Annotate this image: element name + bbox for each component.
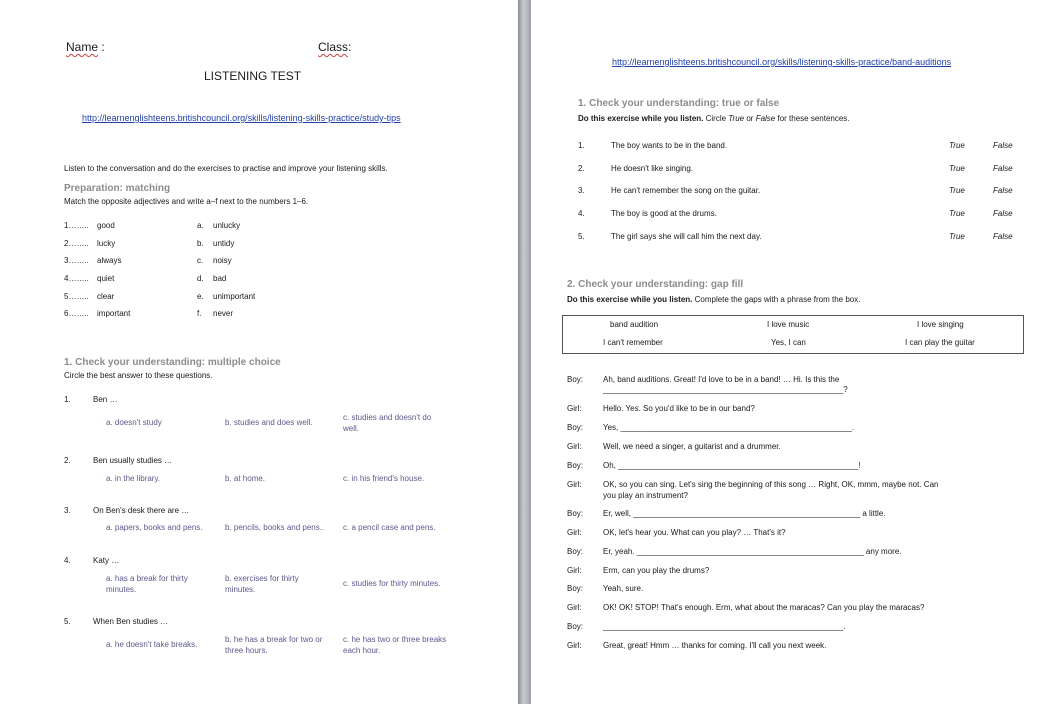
speaker-label: Girl: bbox=[567, 641, 582, 650]
question-text: Katy … bbox=[93, 556, 120, 565]
speaker-label: Boy: bbox=[567, 423, 584, 432]
question-text: When Ben studies … bbox=[93, 617, 169, 626]
dialogue-line[interactable]: Oh, ______________________________________________________! bbox=[603, 461, 861, 470]
study-tips-link[interactable]: http://learnenglishteens.britishcouncil.org/skills/listening-skills-practice/study-tips bbox=[82, 113, 401, 123]
question-text: Ben usually studies … bbox=[93, 456, 173, 465]
matching-opposite: bad bbox=[213, 274, 227, 283]
speaker-label: Girl: bbox=[567, 442, 582, 451]
answer-option[interactable]: a. doesn't study bbox=[106, 418, 162, 427]
gap-fill-heading: 2. Check your understanding: gap fill bbox=[567, 279, 744, 290]
answer-option[interactable]: c. a pencil case and pens. bbox=[343, 523, 436, 532]
phrase-item: I can play the guitar bbox=[905, 338, 975, 347]
page-title: LISTENING TEST bbox=[204, 69, 302, 83]
phrase-item: band audition bbox=[610, 320, 659, 329]
question-number: 4. bbox=[64, 556, 71, 565]
matching-opposite: untidy bbox=[213, 239, 235, 248]
speaker-label: Girl: bbox=[567, 566, 582, 575]
speaker-label: Girl: bbox=[567, 480, 582, 489]
true-option[interactable]: True bbox=[949, 186, 965, 195]
phrase-item: I love singing bbox=[917, 320, 964, 329]
matching-word: lucky bbox=[97, 239, 116, 248]
multiple-choice-instruction: Circle the best answer to these questions. bbox=[64, 371, 213, 380]
question-text: On Ben's desk there are … bbox=[93, 506, 190, 515]
false-option[interactable]: False bbox=[993, 232, 1013, 241]
phrase-item: I can't remember bbox=[603, 338, 663, 347]
false-option[interactable]: False bbox=[993, 141, 1013, 150]
false-option[interactable]: False bbox=[993, 209, 1013, 218]
question-number: 3. bbox=[64, 506, 71, 515]
dialogue-line: OK, let's hear you. What can you play? … That's it? bbox=[603, 528, 786, 537]
true-option[interactable]: True bbox=[949, 141, 965, 150]
preparation-instruction: Match the opposite adjectives and write a–f next to the numbers 1–6. bbox=[64, 197, 309, 206]
tf-statement: He can't remember the song on the guitar. bbox=[611, 186, 761, 195]
true-option[interactable]: True bbox=[949, 209, 965, 218]
preparation-heading: Preparation: matching bbox=[64, 183, 171, 194]
intro-text: Listen to the conversation and do the exercises to practise and improve your listening skills. bbox=[64, 164, 388, 173]
matching-number: 4…….. bbox=[64, 274, 89, 283]
answer-option[interactable]: b. exercises for thirty minutes. bbox=[225, 574, 299, 594]
matching-word: important bbox=[97, 309, 131, 318]
name-field-label: Name : bbox=[66, 40, 105, 54]
answer-option[interactable]: c. studies and doesn't do well. bbox=[343, 413, 432, 433]
matching-letter: f. bbox=[197, 309, 202, 318]
answer-option[interactable]: a. he doesn't take breaks. bbox=[106, 640, 198, 649]
tf-number: 3. bbox=[578, 186, 585, 195]
dialogue-line[interactable]: ______________________________________________________. bbox=[603, 622, 846, 631]
true-option[interactable]: True bbox=[949, 232, 965, 241]
tf-number: 5. bbox=[578, 232, 585, 241]
tf-statement: The boy is good at the drums. bbox=[611, 209, 717, 218]
speaker-label: Girl: bbox=[567, 603, 582, 612]
dialogue-line: Ah, band auditions. Great! I'd love to be in a band! … Hi. Is this the bbox=[603, 375, 840, 384]
matching-number: 5…….. bbox=[64, 292, 89, 301]
dialogue-line: OK! OK! STOP! That's enough. Erm, what about the maracas? Can you play the maracas? bbox=[603, 603, 925, 612]
tf-statement: The girl says she will call him the next day. bbox=[611, 232, 762, 241]
true-false-instruction: Do this exercise while you listen. Circle True or False for these sentences. bbox=[578, 114, 850, 123]
phrase-item: Yes, I can bbox=[771, 338, 806, 347]
answer-option[interactable]: b. at home. bbox=[225, 474, 266, 483]
matching-letter: d. bbox=[197, 274, 204, 283]
matching-word: always bbox=[97, 256, 122, 265]
speaker-label: Boy: bbox=[567, 547, 584, 556]
tf-statement: He doesn't like singing. bbox=[611, 164, 694, 173]
class-field-label: Class: bbox=[318, 40, 352, 54]
matching-letter: b. bbox=[197, 239, 204, 248]
answer-option[interactable]: a. papers, books and pens. bbox=[106, 523, 203, 532]
dialogue-line: Great, great! Hmm … thanks for coming. I'll call you next week. bbox=[603, 641, 827, 650]
question-number: 5. bbox=[64, 617, 71, 626]
matching-number: 1…….. bbox=[64, 221, 89, 230]
speaker-label: Boy: bbox=[567, 509, 584, 518]
dialogue-gap[interactable]: ______________________________________________________? bbox=[603, 385, 848, 394]
tf-statement: The boy wants to be in the band. bbox=[611, 141, 728, 150]
answer-option[interactable]: c. he has two or three breaks each hour. bbox=[343, 635, 447, 655]
answer-option[interactable]: a. in the library. bbox=[106, 474, 161, 483]
matching-number: 2…….. bbox=[64, 239, 89, 248]
answer-option[interactable]: b. he has a break for two or three hours. bbox=[225, 635, 323, 655]
dialogue-line: Well, we need a singer, a guitarist and a drummer. bbox=[603, 442, 781, 451]
gap-fill-instruction: Do this exercise while you listen. Complete the gaps with a phrase from the box. bbox=[567, 295, 861, 304]
true-false-heading: 1. Check your understanding: true or false bbox=[578, 98, 780, 109]
right-page bbox=[531, 0, 1055, 704]
matching-letter: e. bbox=[197, 292, 204, 301]
matching-opposite: unlucky bbox=[213, 221, 241, 230]
true-option[interactable]: True bbox=[949, 164, 965, 173]
question-text: Ben … bbox=[93, 395, 118, 404]
answer-option[interactable]: c. studies for thirty minutes. bbox=[343, 579, 441, 588]
matching-opposite: never bbox=[213, 309, 234, 318]
answer-option[interactable]: c. in his friend's house. bbox=[343, 474, 425, 483]
tf-number: 4. bbox=[578, 209, 585, 218]
matching-letter: a. bbox=[197, 221, 204, 230]
tf-number: 1. bbox=[578, 141, 585, 150]
multiple-choice-heading: 1. Check your understanding: multiple choice bbox=[64, 357, 281, 368]
band-auditions-link[interactable]: http://learnenglishteens.britishcouncil.org/skills/listening-skills-practice/band-auditions bbox=[612, 57, 952, 67]
matching-letter: c. bbox=[197, 256, 204, 265]
matching-opposite: noisy bbox=[213, 256, 232, 265]
answer-option[interactable]: b. pencils, books and pens.. bbox=[225, 523, 325, 532]
answer-option[interactable]: b. studies and does well. bbox=[225, 418, 313, 427]
dialogue-line: OK, so you can sing. Let's sing the beginning of this song … Right, OK, mmm, maybe not. Can bbox=[603, 480, 939, 489]
matching-word: clear bbox=[97, 292, 115, 301]
matching-word: good bbox=[97, 221, 115, 230]
false-option[interactable]: False bbox=[993, 186, 1013, 195]
speaker-label: Boy: bbox=[567, 584, 584, 593]
page-gutter bbox=[518, 0, 531, 704]
matching-opposite: unimportant bbox=[213, 292, 256, 301]
answer-option[interactable]: a. has a break for thirty minutes. bbox=[106, 574, 188, 594]
dialogue-line[interactable]: Er, yeah. ___________________________________________________ any more. bbox=[603, 547, 902, 556]
speaker-label: Boy: bbox=[567, 622, 584, 631]
tf-number: 2. bbox=[578, 164, 585, 173]
matching-number: 3…….. bbox=[64, 256, 89, 265]
speaker-label: Boy: bbox=[567, 461, 584, 470]
matching-word: quiet bbox=[97, 274, 115, 283]
speaker-label: Girl: bbox=[567, 528, 582, 537]
speaker-label: Boy: bbox=[567, 375, 584, 384]
dialogue-line-continued: you play an instrument? bbox=[603, 491, 688, 500]
matching-number: 6…….. bbox=[64, 309, 89, 318]
question-number: 1. bbox=[64, 395, 71, 404]
dialogue-line: Erm, can you play the drums? bbox=[603, 566, 710, 575]
speaker-label: Girl: bbox=[567, 404, 582, 413]
question-number: 2. bbox=[64, 456, 71, 465]
phrase-item: I love music bbox=[767, 320, 810, 329]
dialogue-line: Hello. Yes. So you'd like to be in our band? bbox=[603, 404, 755, 413]
dialogue-line[interactable]: Er, well, ___________________________________________________ a little. bbox=[603, 509, 886, 518]
false-option[interactable]: False bbox=[993, 164, 1013, 173]
dialogue-line: Yeah, sure. bbox=[603, 584, 644, 593]
left-page bbox=[0, 0, 518, 704]
dialogue-line[interactable]: Yes, ____________________________________________________. bbox=[603, 423, 855, 432]
